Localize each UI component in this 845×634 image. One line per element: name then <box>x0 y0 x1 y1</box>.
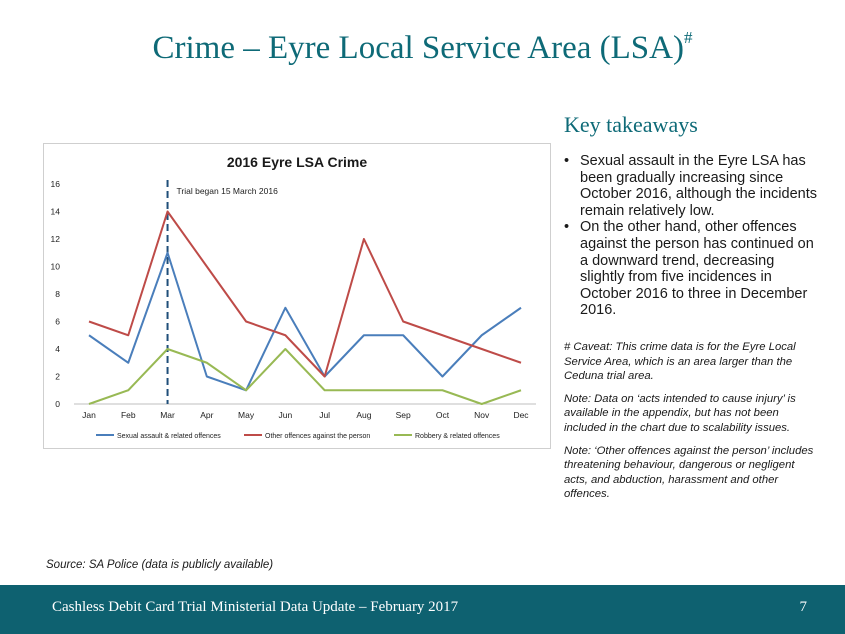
takeaway-bullet: • Sexual assault in the Eyre LSA has been gradually increasing since October 2016, although the incidents remain relatively low. <box>562 153 818 219</box>
x-tick-label: Jul <box>319 410 331 420</box>
y-tick-label: 16 <box>50 179 60 189</box>
x-tick-label: Aug <box>356 410 372 420</box>
y-tick-label: 2 <box>55 371 60 382</box>
trial-start-label: Trial began 15 March 2016 <box>176 186 278 196</box>
x-tick-label: Dec <box>513 410 529 420</box>
legend-label: Other offences against the person <box>265 433 371 440</box>
source-note: Source: SA Police (data is publicly available) <box>46 559 274 571</box>
chart-title: 2016 Eyre LSA Crime <box>226 154 368 170</box>
takeaway-bullet: • On the other hand, other offences against the person has continued on a downward trend, decreasing slightly from five incidences in October 2016 to three in December 2016. <box>562 219 818 319</box>
chart-container <box>43 143 551 449</box>
legend-label: Sexual assault & related offences <box>117 433 221 440</box>
x-tick-label: Jan <box>82 410 96 420</box>
y-tick-label: 12 <box>50 234 60 244</box>
x-tick-label: Apr <box>200 410 214 420</box>
y-tick-label: 0 <box>55 399 60 409</box>
x-tick-label: Sep <box>395 410 411 420</box>
y-tick-label: 4 <box>55 344 60 354</box>
page-number: 7 <box>799 599 807 615</box>
y-tick-label: 6 <box>55 316 60 327</box>
x-tick-label: Feb <box>120 410 136 420</box>
footer-text: Cashless Debit Card Trial Ministerial Data Update – February 2017 <box>52 599 459 615</box>
legend-label: Robbery & related offences <box>415 433 500 440</box>
injury-note: Note: Data on ‘acts intended to cause injury’ is available in the appendix, but has not been included in the chart due to scalability issues. <box>564 392 796 434</box>
x-tick-label: Mar <box>160 410 175 420</box>
x-tick-label: Jun <box>278 410 293 420</box>
slide-title <box>0 30 845 67</box>
y-tick-label: 14 <box>50 206 60 217</box>
x-tick-label: Nov <box>474 410 490 420</box>
other-offences-note: Note: ‘Other offences against the person’ includes threatening behaviour, dangerous or negligent acts, and abduction, harassment and other offences. <box>564 444 814 501</box>
title-superscript: # <box>683 28 693 47</box>
x-tick-label: May <box>238 410 255 420</box>
key-takeaways-heading: Key takeaways <box>564 112 698 137</box>
y-tick-label: 8 <box>55 289 60 299</box>
line-chart <box>44 144 550 448</box>
notes-block <box>564 340 814 510</box>
slide-title-text: Crime – Eyre Local Service Area (LSA) <box>152 30 684 66</box>
x-tick-label: Oct <box>435 410 450 420</box>
y-tick-label: 10 <box>50 261 60 272</box>
caveat-note: # Caveat: This crime data is for the Eyre Local Service Area, which is an area larger than the Ceduna trial area. <box>564 341 796 383</box>
footer-bar <box>0 585 845 634</box>
takeaways-list <box>562 153 818 319</box>
